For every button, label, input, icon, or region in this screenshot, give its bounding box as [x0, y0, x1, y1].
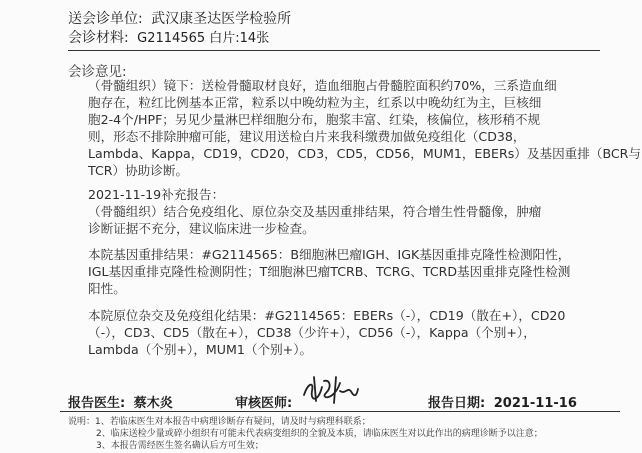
text-line: 阳性。: [88, 281, 126, 296]
footer-divider: [60, 411, 620, 412]
material-value: G2114565 白片:14张: [137, 31, 270, 46]
report-doctor-label: 报告医生:: [68, 396, 126, 411]
text-line: 则，形态不排除肿瘤可能，建议用送检白片来我科缴费加做免疫组化（CD38，: [88, 129, 526, 144]
note-line: 说明：1、若临床医生对本报告中病理诊断存有疑问，请及时与病理科联系；: [68, 417, 371, 427]
sending-unit-value: 武汉康圣达医学检验所: [151, 11, 292, 27]
material-row: [68, 27, 269, 47]
text-line: （-），CD3、CD5（散在+），CD38（少许+），CD56（-），Kappa（个别+），: [88, 325, 536, 340]
text-line: （骨髓组织）结合免疫组化、原位杂交及基因重排结果，符合增生性骨髓像，肿瘤: [88, 204, 542, 219]
note-line: 2、临床送检少量或碎小组织有可能未代表病变组织的全貌及本质，请临床医生对以此作出的病理诊断予以注意；: [96, 429, 543, 439]
opinion-title: 会诊意见:: [68, 64, 127, 80]
sending-unit-label: 送会诊单位:: [68, 11, 143, 27]
text-line: 2021-11-19补充报告：: [88, 187, 225, 202]
report-doctor: [68, 392, 173, 411]
reviewer-label: 审核医师:: [235, 396, 293, 411]
text-line: Lambda、Kappa，CD19，CD20，CD3，CD5，CD56，MUM1，EBERs）及基因重排（BCR与: [88, 146, 642, 161]
text-line: 胞存在，粒红比例基本正常，粒系以中晚幼粒为主，红系以中晚幼红为主，巨核细: [88, 95, 542, 110]
note-line: 3、本报告需经医生签名确认后方可生效；: [96, 441, 264, 451]
handwritten-signature: [300, 373, 360, 409]
report-doctor-name: 蔡木炎: [133, 396, 173, 411]
sending-unit-row: [68, 8, 291, 28]
opinion-paragraph-gene-rearrangement: [88, 246, 571, 297]
text-line: 本院原位杂交及免疫组化结果：#G2114565：EBERs（-），CD19（散在+），CD20: [88, 308, 566, 323]
opinion-paragraph-ihc: [88, 307, 568, 358]
material-label: 会诊材料:: [68, 30, 129, 46]
report-date: [428, 392, 577, 411]
notes: [68, 416, 543, 452]
text-line: IGL基因重排克隆性检测阴性；T细胞淋巴瘤TCRB、TCRG、TCRD基因重排克隆性检测: [88, 264, 571, 279]
header-divider: [68, 50, 600, 51]
report-date-label: 报告日期:: [428, 396, 486, 411]
text-line: 诊断证据不充分，建议临床进一步检查。: [88, 221, 315, 236]
reviewer: [235, 392, 292, 411]
opinion-paragraph-microscopy: [88, 77, 642, 179]
text-line: TCR）协助诊断。: [88, 163, 189, 178]
text-line: （骨髓组织）镜下：送检骨髓取材良好，造血细胞占骨髓腔面积约70%，三系造血细: [88, 78, 557, 93]
text-line: 本院基因重排结果：#G2114565：B细胞淋巴瘤IGH、IGK基因重排克隆性检测阳性，: [88, 247, 571, 262]
text-line: Lambda（个别+），MUM1（个别+）。: [88, 342, 313, 357]
report-date-value: 2021-11-16: [493, 396, 577, 411]
opinion-paragraph-supplementary: [88, 186, 568, 237]
text-line: 胞2-4个/HPF；另见少量淋巴样细胞分布，胞浆丰富、红染，核偏位，核形稍不规: [88, 112, 541, 127]
